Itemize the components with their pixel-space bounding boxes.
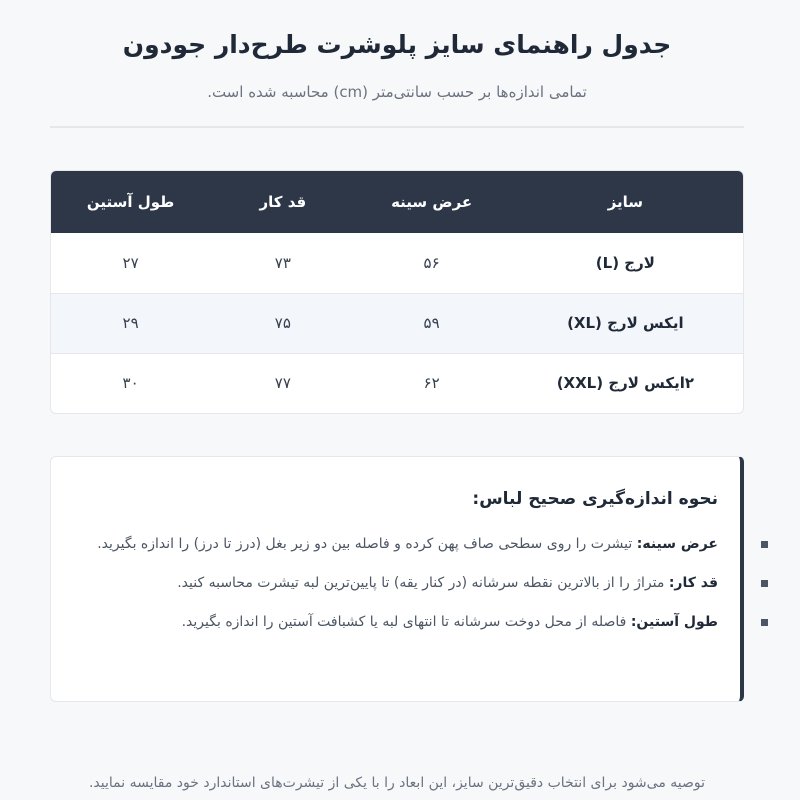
cell-sleeve: ۳۰: [51, 353, 210, 413]
guide-term: قد کار:: [668, 575, 718, 591]
cell-sleeve: ۲۷: [122, 253, 139, 272]
guide-term: طول آستین:: [630, 614, 718, 630]
guide-text: فاصله از محل دوخت سرشانه تا انتهای لبه یا کشبافت آستین را اندازه بگیرید.: [181, 614, 631, 630]
square-bullet-icon: [761, 580, 768, 587]
cell-chest: ۵۶: [423, 253, 440, 272]
column-header-size: سایز: [607, 193, 644, 211]
guide-text: تیشرت را روی سطحی صاف پهن کرده و فاصله بین دو زیر بغل (درز تا درز) را اندازه بگیرید.: [97, 536, 637, 552]
list-item: [91, 570, 718, 597]
square-bullet-icon: [761, 541, 768, 548]
header-divider: [50, 126, 744, 128]
cell-length: ۷۳: [274, 253, 291, 272]
cell-chest: ۵۹: [356, 293, 508, 353]
cell-sleeve: ۲۹: [51, 293, 210, 353]
guide-text: متراژ را از بالاترین نقطه سرشانه (در کنار یقه) تا پایین‌ترین لبه تیشرت محاسبه کنید.: [177, 575, 669, 591]
cell-size: ایکس لارج (XL): [508, 293, 743, 353]
cell-size: ۲ایکس لارج (XXL): [508, 353, 743, 413]
measurement-guide-card: [50, 456, 744, 702]
square-bullet-icon: [761, 619, 768, 626]
size-table-card: [50, 170, 744, 414]
guide-title: نحوه اندازه‌گیری صحیح لباس:: [472, 489, 718, 509]
list-item: [91, 609, 718, 636]
table-row: [51, 293, 743, 353]
page-title: جدول راهنمای سایز پلوشرت طرح‌دار جودون: [122, 30, 672, 59]
cell-chest: ۶۲: [356, 353, 508, 413]
size-table: [51, 171, 743, 413]
guide-term: عرض سینه:: [636, 536, 718, 552]
table-row: [51, 233, 743, 293]
table-row: [51, 353, 743, 413]
page-subtitle: تمامی اندازه‌ها بر حسب سانتی‌متر (cm) محاسبه شده است.: [207, 83, 587, 101]
cell-size: لارج (L): [595, 253, 655, 272]
guide-list: [91, 531, 718, 636]
column-header-sleeve: طول آستین: [86, 193, 175, 211]
footer-note: توصیه می‌شود برای انتخاب دقیق‌ترین سایز، این ابعاد را با یکی از تیشرت‌های استاندارد خود مقایسه نمایید.: [88, 775, 706, 791]
cell-length: ۷۵: [210, 293, 355, 353]
page-header: [50, 0, 744, 103]
cell-length: ۷۷: [210, 353, 355, 413]
column-header-chest: عرض سینه: [391, 193, 473, 211]
column-header-length: قد کار: [259, 193, 307, 211]
list-item: [91, 531, 718, 558]
table-header-row: [51, 171, 743, 233]
